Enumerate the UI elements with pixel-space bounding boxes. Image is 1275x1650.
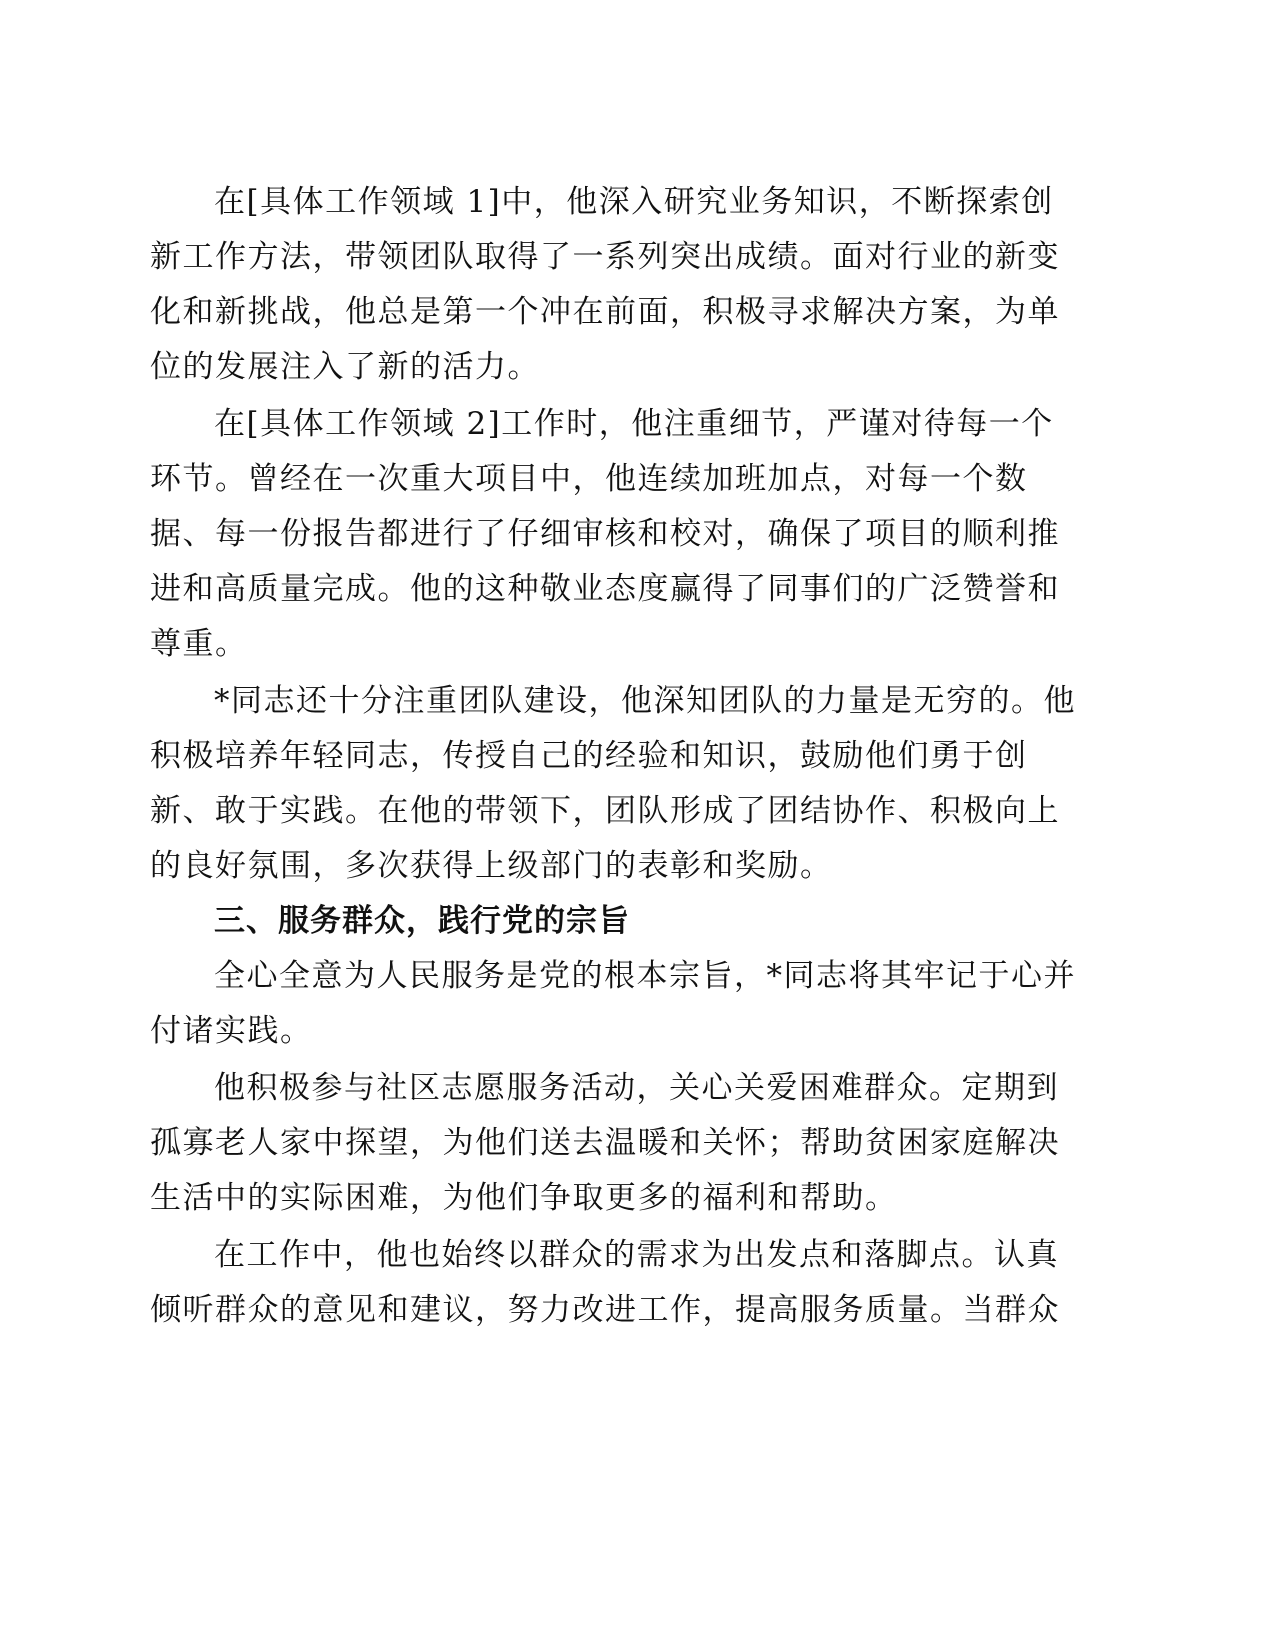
paragraph-line: 新工作方法，带领团队取得了一系列突出成绩。面对行业的新变 (150, 239, 1060, 275)
paragraph-line: 新、敢于实践。在他的带领下，团队形成了团结协作、积极向上 (150, 793, 1060, 829)
paragraph-line: 在[具体工作领域 2]工作时，他注重细节，严谨对待每一个 (214, 406, 1054, 442)
paragraph-line: 位的发展注入了新的活力。 (150, 349, 540, 385)
paragraph-line: 倾听群众的意见和建议，努力改进工作，提高服务质量。当群众 (150, 1292, 1060, 1328)
paragraph-line: 的良好氛围，多次获得上级部门的表彰和奖励。 (150, 848, 833, 884)
section-heading: 三、服务群众，践行党的宗旨 (214, 903, 630, 939)
paragraph-line: 付诸实践。 (150, 1013, 313, 1049)
paragraph-line: 化和新挑战，他总是第一个冲在前面，积极寻求解决方案，为单 (150, 294, 1060, 330)
paragraph-line: 进和高质量完成。他的这种敬业态度赢得了同事们的广泛赞誉和 (150, 571, 1060, 607)
paragraph-line: 全心全意为人民服务是党的根本宗旨，*同志将其牢记于心并 (214, 958, 1076, 994)
paragraph-line: 孤寡老人家中探望，为他们送去温暖和关怀；帮助贫困家庭解决 (150, 1125, 1060, 1161)
paragraph-line: *同志还十分注重团队建设，他深知团队的力量是无穷的。他 (214, 683, 1076, 719)
paragraph-line: 积极培养年轻同志，传授自己的经验和知识，鼓励他们勇于创 (150, 738, 1028, 774)
paragraph-line: 生活中的实际困难，为他们争取更多的福利和帮助。 (150, 1180, 898, 1216)
paragraph-line: 在[具体工作领域 1]中，他深入研究业务知识，不断探索创 (214, 184, 1054, 220)
paragraph-line: 在工作中，他也始终以群众的需求为出发点和落脚点。认真 (214, 1237, 1059, 1273)
paragraph-line: 据、每一份报告都进行了仔细审核和校对，确保了项目的顺利推 (150, 516, 1060, 552)
paragraph-line: 环节。曾经在一次重大项目中，他连续加班加点，对每一个数 (150, 461, 1028, 497)
paragraph-line: 他积极参与社区志愿服务活动，关心关爱困难群众。定期到 (214, 1070, 1059, 1106)
paragraph-line: 尊重。 (150, 626, 248, 662)
